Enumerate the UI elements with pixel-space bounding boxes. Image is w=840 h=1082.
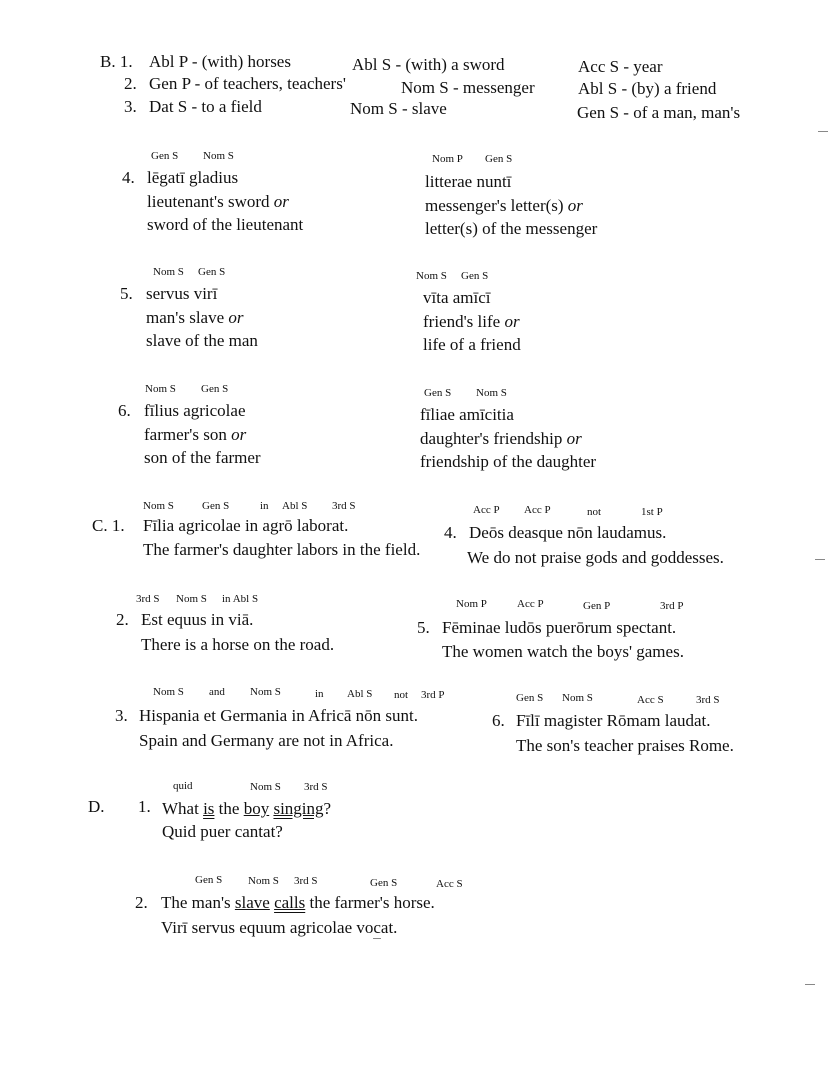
d2-english <box>161 893 435 913</box>
c4-english: We do not praise gods and goddesses. <box>467 548 724 567</box>
c3-english: Spain and Germany are not in Africa. <box>139 731 394 750</box>
d1-word-3: the <box>218 799 240 818</box>
c5-annotation-2: Acc P <box>517 598 544 610</box>
b6-right-english-1 <box>420 429 582 449</box>
b4-right-english-1-text: messenger's letter(s) <box>425 196 564 215</box>
c2-annotation-3: in Abl S <box>222 593 259 605</box>
c3-number: 3. <box>115 706 128 725</box>
b5-left-annotation-2: Gen S <box>198 266 226 278</box>
section-c-label: C. 1. <box>92 516 125 535</box>
c2-latin: Est equus in viā. <box>141 610 254 629</box>
b4-left-latin: lēgatī gladius <box>147 168 239 187</box>
b4-right-english-1 <box>425 196 583 216</box>
scan-mark-2 <box>815 559 825 560</box>
c4-annotation-1: Acc P <box>473 504 500 516</box>
d1-annotation-2: Nom S <box>250 781 281 793</box>
c6-latin: Fīlī magister Rōmam laudat. <box>516 711 711 730</box>
d2-annotation-3: 3rd S <box>294 875 318 887</box>
b6-left-english-1 <box>144 425 246 445</box>
d2-word-2: slave <box>234 893 270 912</box>
b2-number: 2. <box>124 74 137 93</box>
d1-word-1: What <box>162 799 199 818</box>
b1-col2: Abl S - (with) a sword <box>352 55 505 74</box>
b5-right-or: or <box>504 312 520 331</box>
c3-annotation-3: Nom S <box>250 686 281 698</box>
c3-annotation-6: not <box>394 689 409 701</box>
b5-right-annotation-1: Nom S <box>416 270 447 282</box>
c5-annotation-1: Nom P <box>456 598 487 610</box>
b6-number: 6. <box>118 401 131 420</box>
b3-col1: Dat S - to a field <box>149 97 262 116</box>
b5-right-latin: vīta amīcī <box>423 288 491 307</box>
b6-left-english-2: son of the farmer <box>144 448 261 467</box>
c1-annotation-5: 3rd S <box>332 500 356 512</box>
b5-number: 5. <box>120 284 133 303</box>
b5-left-annotation-1: Nom S <box>153 266 184 278</box>
d2-annotation-2: Nom S <box>248 875 279 887</box>
b6-left-annotation-2: Gen S <box>201 383 229 395</box>
c3-latin: Hispania et Germania in Africā nōn sunt. <box>139 706 419 725</box>
c5-annotation-4: 3rd P <box>660 600 684 612</box>
b4-right-annotation-1: Nom P <box>432 153 463 165</box>
c4-annotation-4: 1st P <box>641 506 663 518</box>
c3-annotation-1: Nom S <box>153 686 184 698</box>
b5-left-english-1 <box>146 308 244 328</box>
scan-mark-1 <box>818 131 828 132</box>
b6-right-latin: fīliae amīcitia <box>420 405 514 424</box>
d1-word-2: is <box>203 799 215 818</box>
b3-col2: Nom S - slave <box>350 99 447 118</box>
c3-annotation-5: Abl S <box>347 688 373 700</box>
b5-left-english-1-text: man's slave <box>146 308 225 327</box>
b6-right-english-1-text: daughter's friendship <box>420 429 563 448</box>
c5-latin: Fēminae ludōs puerōrum spectant. <box>442 618 677 637</box>
c6-annotation-3: Acc S <box>637 694 664 706</box>
b5-left-english-2: slave of the man <box>146 331 258 350</box>
b4-left-or: or <box>273 192 289 211</box>
d2-annotation-5: Acc S <box>436 878 463 890</box>
c4-annotation-3: not <box>587 506 602 518</box>
c5-annotation-3: Gen P <box>583 600 611 612</box>
b6-left-english-1-text: farmer's son <box>144 425 227 444</box>
b3-number: 3. <box>124 97 137 116</box>
c2-number: 2. <box>116 610 129 629</box>
b5-right-english-1 <box>423 312 520 332</box>
b1-col3: Acc S - year <box>578 57 663 76</box>
c6-number: 6. <box>492 711 505 730</box>
b4-right-latin: litterae nuntī <box>425 172 512 191</box>
c3-annotation-4: in <box>315 688 324 700</box>
c3-annotation-7: 3rd P <box>421 689 445 701</box>
c4-annotation-2: Acc P <box>524 504 551 516</box>
b4-right-annotation-2: Gen S <box>485 153 513 165</box>
b6-right-annotation-2: Nom S <box>476 387 507 399</box>
d2-word-4: the farmer's horse. <box>309 893 435 912</box>
d1-word-5: singing <box>273 799 324 818</box>
d1-annotation-3: 3rd S <box>304 781 328 793</box>
c5-number: 5. <box>417 618 430 637</box>
b6-left-annotation-1: Nom S <box>145 383 176 395</box>
b2-col2: Nom S - messenger <box>401 78 535 97</box>
c6-english: The son's teacher praises Rome. <box>516 736 734 755</box>
scan-mark-4 <box>373 938 381 939</box>
section-b-label: B. 1. <box>100 52 133 71</box>
c3-annotation-2: and <box>209 686 225 698</box>
c6-annotation-4: 3rd S <box>696 694 720 706</box>
b4-number: 4. <box>122 168 135 187</box>
c1-latin: Fīlia agricolae in agrō laborat. <box>143 516 349 535</box>
c5-english: The women watch the boys' games. <box>442 642 684 661</box>
b6-right-english-2: friendship of the daughter <box>420 452 597 471</box>
c4-latin: Deōs deasque nōn laudamus. <box>469 523 667 542</box>
b4-right-english-2: letter(s) of the messenger <box>425 219 598 238</box>
b6-right-annotation-1: Gen S <box>424 387 452 399</box>
c1-english: The farmer's daughter labors in the field. <box>143 540 421 559</box>
b5-right-english-1-text: friend's life <box>423 312 501 331</box>
c4-number: 4. <box>444 523 457 542</box>
d2-word-1: The man's <box>161 893 231 912</box>
b6-right-or: or <box>566 429 582 448</box>
d2-number: 2. <box>135 893 148 912</box>
scan-mark-3 <box>805 984 815 985</box>
c6-annotation-2: Nom S <box>562 692 593 704</box>
d1-word-6: ? <box>323 799 332 818</box>
b6-left-latin: fīlius agricolae <box>144 401 246 420</box>
c2-english: There is a horse on the road. <box>141 635 335 654</box>
c2-annotation-1: 3rd S <box>136 593 160 605</box>
b1-col1: Abl P - (with) horses <box>149 52 291 71</box>
d1-latin: Quid puer cantat? <box>162 822 283 841</box>
b4-left-english-2: sword of the lieutenant <box>147 215 304 234</box>
d2-annotation-1: Gen S <box>195 874 223 886</box>
d1-word-4: boy <box>243 799 270 818</box>
b2-col1: Gen P - of teachers, teachers' <box>149 74 346 93</box>
d1-number: 1. <box>138 797 151 816</box>
b4-left-annotation-1: Gen S <box>151 150 179 162</box>
b4-left-annotation-2: Nom S <box>203 150 234 162</box>
c1-annotation-2: Gen S <box>202 500 230 512</box>
d2-word-3: calls <box>274 893 306 912</box>
b3-col3: Gen S - of a man, man's <box>577 103 741 122</box>
b5-right-annotation-2: Gen S <box>461 270 489 282</box>
b6-left-or: or <box>231 425 247 444</box>
b2-col3: Abl S - (by) a friend <box>578 79 717 98</box>
d2-latin: Virī servus equum agricolae vocat. <box>161 918 398 937</box>
section-d-label: D. <box>88 797 105 816</box>
b5-left-latin: servus virī <box>146 284 218 303</box>
c1-annotation-1: Nom S <box>143 500 174 512</box>
c6-annotation-1: Gen S <box>516 692 544 704</box>
d1-annotation-1: quid <box>173 780 193 792</box>
b4-right-or: or <box>567 196 583 215</box>
d1-english <box>162 799 331 819</box>
b5-right-english-2: life of a friend <box>423 335 521 354</box>
d2-annotation-4: Gen S <box>370 877 398 889</box>
b5-left-or: or <box>228 308 244 327</box>
b4-left-english-1 <box>147 192 289 212</box>
c1-annotation-3: in <box>260 500 269 512</box>
b4-left-english-1-text: lieutenant's sword <box>147 192 270 211</box>
c2-annotation-2: Nom S <box>176 593 207 605</box>
c1-annotation-4: Abl S <box>282 500 308 512</box>
